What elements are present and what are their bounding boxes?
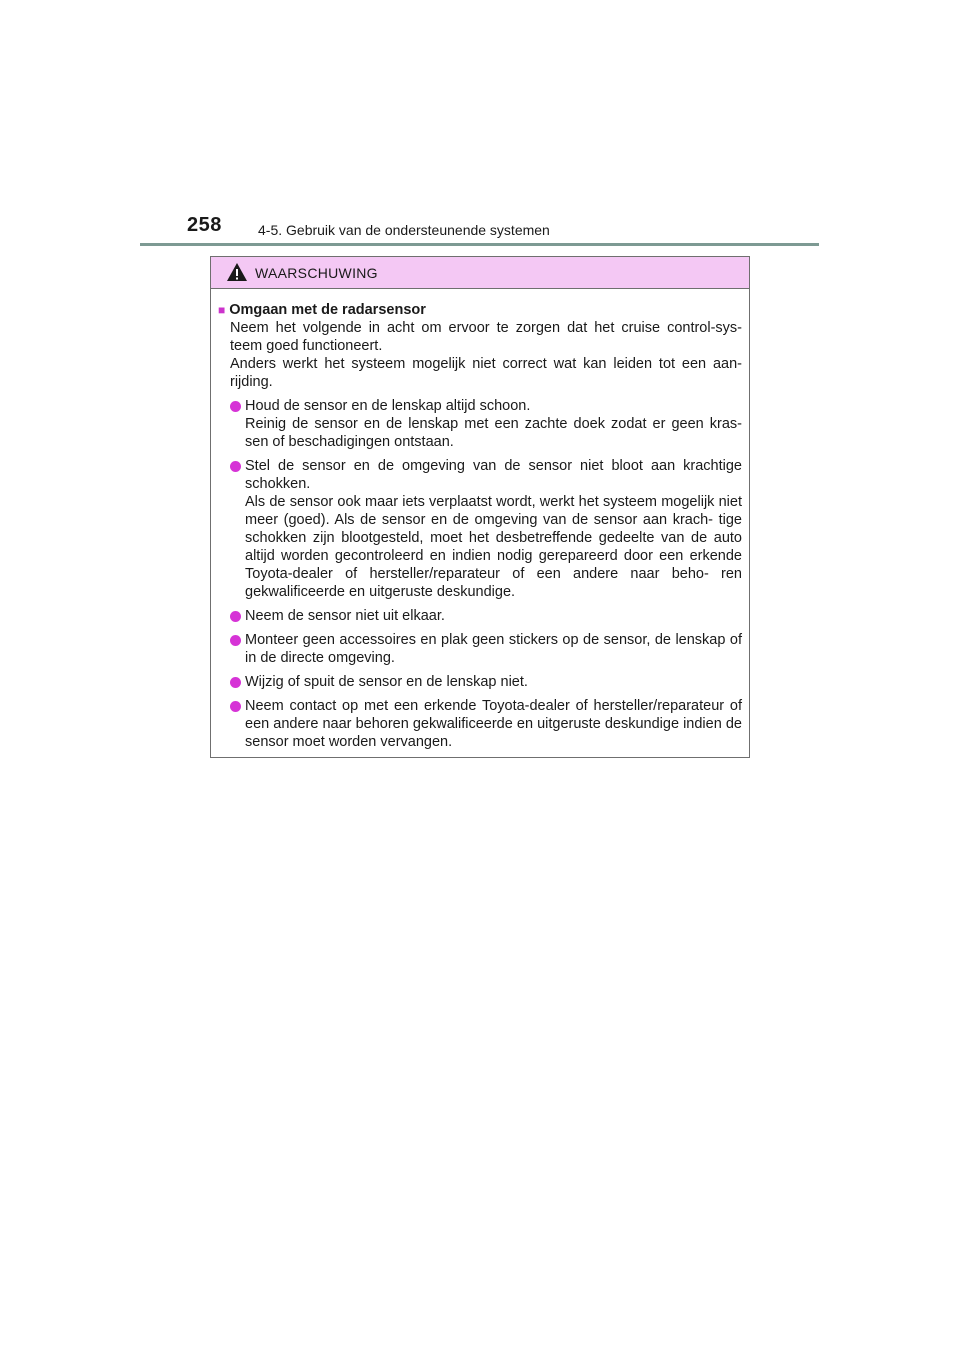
- warning-intro: [230, 319, 742, 391]
- list-item-line: Stel de sensor en de omgeving van de sensor niet bloot aan krachtige schokken.: [245, 458, 742, 492]
- bullet-dot-icon: [230, 611, 241, 622]
- list-item: [218, 457, 742, 601]
- header-rule: [140, 243, 819, 246]
- warning-triangle-icon: [226, 262, 248, 282]
- square-bullet-icon: ■: [218, 303, 226, 317]
- list-item-line: Wijzig of spuit de sensor en de lenskap niet.: [245, 674, 528, 690]
- list-item-text: [245, 697, 742, 751]
- bullet-dot-icon: [230, 401, 241, 412]
- warning-heading: [218, 301, 742, 319]
- warning-body: [211, 289, 749, 751]
- warning-label: WAARSCHUWING: [255, 265, 378, 281]
- intro-paragraph: Neem het volgende in acht om ervoor te zorgen dat het cruise control-sys- teem goed functioneert.: [230, 320, 742, 354]
- list-item-line: Reinig de sensor en de lenskap met een zachte doek zodat er geen kras- sen of beschadigingen ontstaan.: [245, 416, 742, 450]
- list-item-text: [245, 397, 742, 451]
- list-item: [218, 673, 742, 691]
- warning-box: [210, 256, 750, 758]
- bullet-dot-icon: [230, 635, 241, 646]
- section-title: 4-5. Gebruik van de ondersteunende systemen: [258, 222, 550, 238]
- list-item-text: [245, 673, 742, 691]
- bullet-dot-icon: [230, 461, 241, 472]
- list-item: [218, 631, 742, 667]
- list-item-line: Neem contact op met een erkende Toyota-dealer of hersteller/reparateur of een andere naar behoren gekwalificeerde en uitgeruste deskundige indien de sensor moet worden vervangen.: [245, 698, 742, 750]
- list-item-text: [245, 607, 742, 625]
- list-item-line: Monteer geen accessoires en plak geen stickers op de sensor, de lenskap of in de directe omgeving.: [245, 632, 742, 666]
- bullet-dot-icon: [230, 677, 241, 688]
- list-item-line: Neem de sensor niet uit elkaar.: [245, 608, 445, 624]
- warning-header: [211, 257, 749, 289]
- page-number: 258: [187, 214, 222, 236]
- list-item-line: Houd de sensor en de lenskap altijd schoon.: [245, 398, 531, 414]
- list-item-line: Als de sensor ook maar iets verplaatst wordt, werkt het systeem mogelijk niet meer (goed). Als de sensor en de omgeving van de sensor aan krach- tige schokken zijn blootgesteld, moet het desbetreffende gedeelte van de auto altijd worden gecontroleerd en indien nodig gerepareerd door een erkende Toyota-dealer of hersteller/reparateur of een andere naar beho- ren gekwalificeerde en uitgeruste deskundige.: [245, 494, 742, 600]
- list-item: [218, 397, 742, 451]
- list-item: [218, 607, 742, 625]
- list-item: [218, 697, 742, 751]
- bullet-dot-icon: [230, 701, 241, 712]
- list-item-text: [245, 457, 742, 601]
- warning-heading-text: Omgaan met de radarsensor: [229, 302, 426, 318]
- intro-paragraph: Anders werkt het systeem mogelijk niet correct wat kan leiden tot een aan- rijding.: [230, 356, 742, 390]
- list-item-text: [245, 631, 742, 667]
